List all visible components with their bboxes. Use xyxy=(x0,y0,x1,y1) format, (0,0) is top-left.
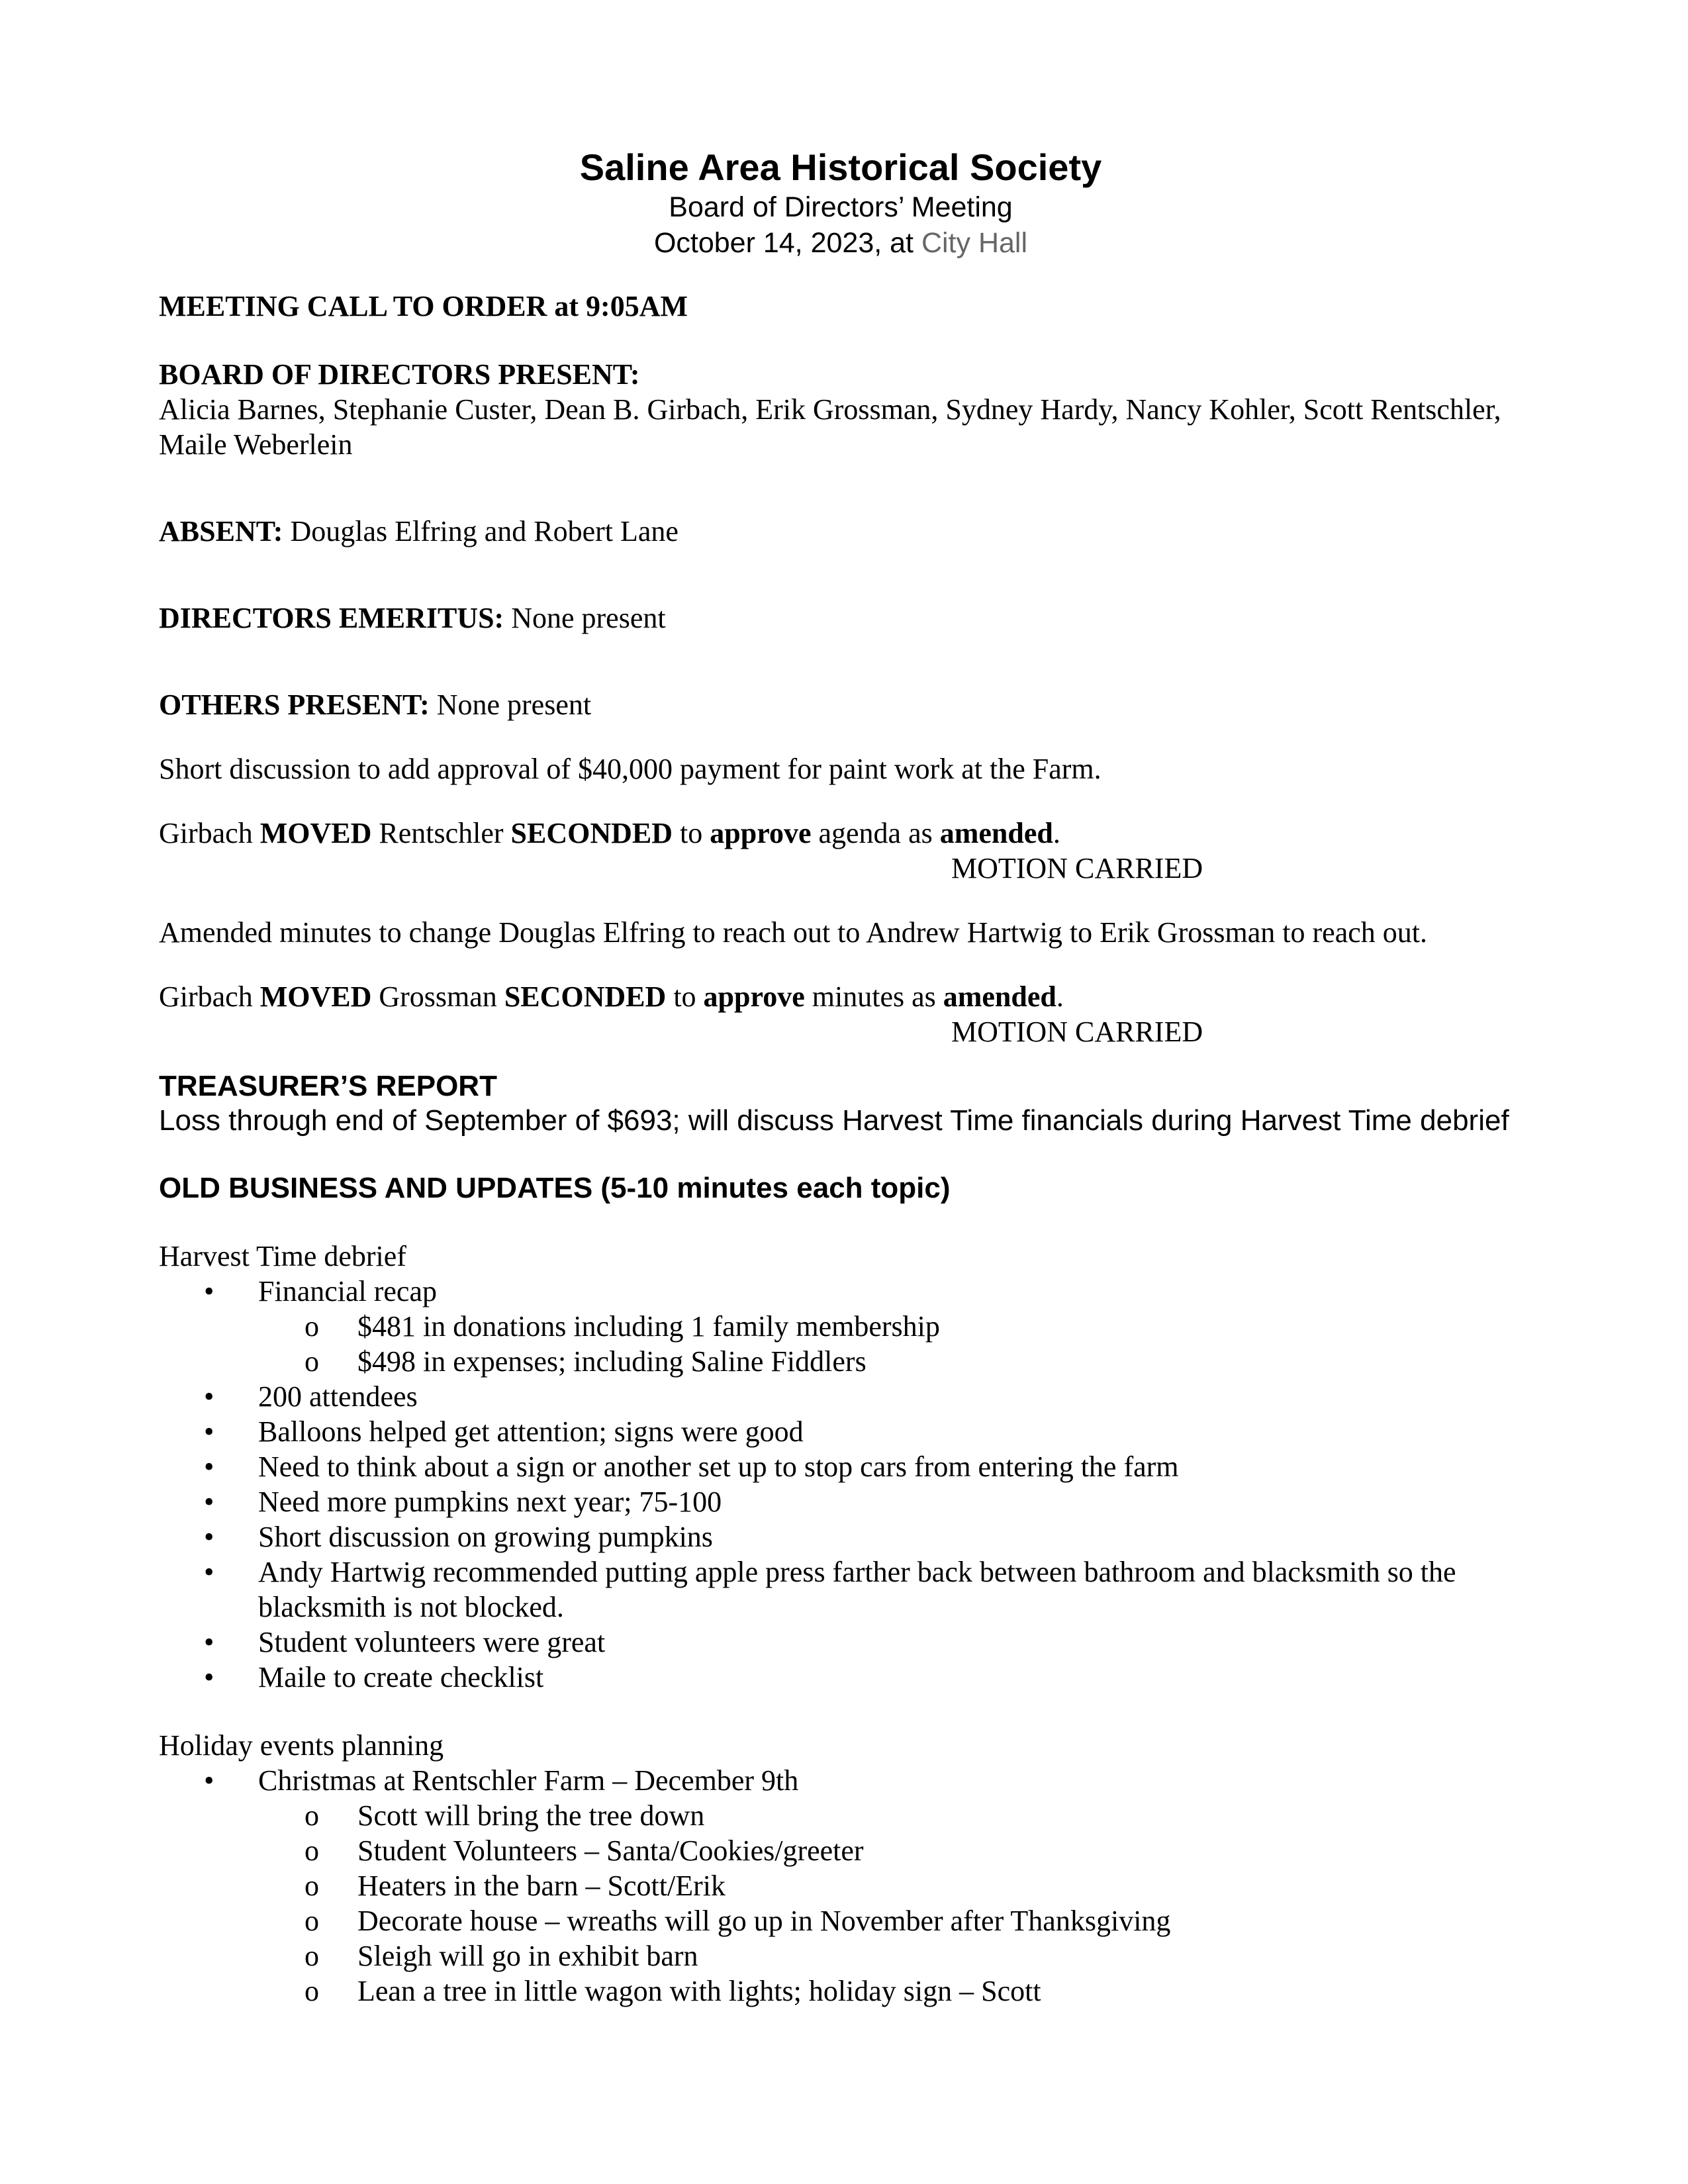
sub-bullet-icon: o xyxy=(305,1345,319,1378)
board-present-label: BOARD OF DIRECTORS PRESENT: xyxy=(159,358,640,391)
sub-bullet-icon: o xyxy=(305,1799,319,1832)
list-item: • Christmas at Rentschler Farm – December 9th o Scott will bring the tree down o Student Volunteers – Santa/Cookies/greeter o Heaters in the barn – Scott/Erik o Decorate house – wreaths will go up in November after Thanksgiving o Sleigh will go in exhibit barn o Lean a tree in little wagon with lights; holiday sign – Scott xyxy=(159,1763,1523,2009)
others-present-text: None present xyxy=(429,688,592,721)
sub-list-item: o Decorate house – wreaths will go up in November after Thanksgiving xyxy=(305,1905,1171,1937)
list-item: • Andy Hartwig recommended putting apple press farther back between bathroom and blacksmith so the blacksmith is not blocked. xyxy=(204,1556,1456,1623)
bullet-icon: • xyxy=(204,1415,214,1448)
list-item: • Need more pumpkins next year; 75-100 xyxy=(204,1486,722,1518)
document-title: Saline Area Historical Society xyxy=(579,146,1102,188)
meeting-date: October 14, 2023, at xyxy=(653,227,921,259)
minutes-page xyxy=(159,146,1523,2009)
motion-agenda xyxy=(159,816,1523,886)
treasurer-text: Loss through end of September of $693; will discuss Harvest Time financials during Harvest Time debrief xyxy=(159,1104,1509,1137)
meeting-date-line xyxy=(159,225,1523,261)
sub-list-item: o $481 in donations including 1 family membership xyxy=(305,1310,940,1343)
sub-bullet-icon: o xyxy=(305,1834,319,1867)
directors-emeritus-line xyxy=(159,600,1523,636)
sub-list xyxy=(258,1309,1523,1379)
sub-list-item: o Heaters in the barn – Scott/Erik xyxy=(305,1870,726,1902)
motion-minutes-text: Girbach MOVED Grossman SECONDED to approve minutes as amended. xyxy=(159,980,1064,1013)
directors-emeritus-text: None present xyxy=(504,602,666,634)
sub-list-item: o Sleigh will go in exhibit barn xyxy=(305,1940,698,1972)
call-to-order: MEETING CALL TO ORDER at 9:05AM xyxy=(159,290,688,322)
sub-bullet-icon: o xyxy=(305,1940,319,1972)
holiday-title: Holiday events planning xyxy=(159,1729,444,1762)
others-present-line xyxy=(159,687,1523,722)
bullet-icon: • xyxy=(204,1764,214,1797)
sub-list-item: o $498 in expenses; including Saline Fiddlers xyxy=(305,1345,867,1378)
absent-names: Douglas Elfring and Robert Lane xyxy=(283,515,679,547)
meeting-venue: City Hall xyxy=(921,227,1028,259)
harvest-title: Harvest Time debrief xyxy=(159,1240,406,1272)
absent-label: ABSENT: xyxy=(159,515,283,547)
list-item: • Student volunteers were great xyxy=(204,1626,606,1658)
document-header xyxy=(159,146,1523,261)
absent-line xyxy=(159,514,1523,549)
bullet-icon: • xyxy=(204,1450,214,1483)
list-item: • Financial recap o $481 in donations including 1 family membership o $498 in expenses; including Saline Fiddlers xyxy=(159,1274,1523,1379)
motion-minutes xyxy=(159,979,1523,1049)
harvest-list xyxy=(159,1274,1523,1695)
board-present-section xyxy=(159,357,1523,462)
sub-list-item: o Scott will bring the tree down xyxy=(305,1799,705,1832)
directors-emeritus-label: DIRECTORS EMERITUS: xyxy=(159,602,504,634)
list-item: • Need to think about a sign or another set up to stop cars from entering the farm xyxy=(204,1450,1179,1483)
bullet-icon: • xyxy=(204,1486,214,1518)
sub-bullet-icon: o xyxy=(305,1870,319,1902)
holiday-list xyxy=(159,1763,1523,2009)
list-item: • Balloons helped get attention; signs were good xyxy=(204,1415,804,1448)
sub-bullet-icon: o xyxy=(305,1905,319,1937)
bullet-icon: • xyxy=(204,1380,214,1413)
list-item: • 200 attendees xyxy=(204,1380,418,1413)
bullet-icon: • xyxy=(204,1626,214,1658)
others-present-label: OTHERS PRESENT: xyxy=(159,688,430,721)
sub-list xyxy=(258,1798,1523,2009)
treasurer-title: TREASURER’S REPORT xyxy=(159,1070,497,1102)
sub-list-item: o Student Volunteers – Santa/Cookies/greeter xyxy=(305,1834,864,1867)
sub-bullet-icon: o xyxy=(305,1310,319,1343)
bullet-icon: • xyxy=(204,1275,214,1307)
bullet-icon: • xyxy=(204,1661,214,1693)
board-present-names: Alicia Barnes, Stephanie Custer, Dean B. Girbach, Erik Grossman, Sydney Hardy, Nancy Kohler, Scott Rentschler, Maile Weberlein xyxy=(159,393,1501,461)
agenda-discussion: Short discussion to add approval of $40,000 payment for paint work at the Farm. xyxy=(159,753,1102,785)
amended-minutes-note: Amended minutes to change Douglas Elfring to reach out to Andrew Hartwig to Erik Grossman to reach out. xyxy=(159,916,1427,949)
old-business-title: OLD BUSINESS AND UPDATES (5-10 minutes each topic) xyxy=(159,1172,951,1204)
sub-list-item: o Lean a tree in little wagon with lights; holiday sign – Scott xyxy=(305,1975,1041,2007)
meeting-subtitle: Board of Directors’ Meeting xyxy=(669,191,1013,223)
bullet-icon: • xyxy=(204,1521,214,1553)
treasurer-section xyxy=(159,1069,1523,1138)
list-item: • Maile to create checklist xyxy=(204,1661,544,1693)
list-item: • Short discussion on growing pumpkins xyxy=(204,1521,713,1553)
sub-bullet-icon: o xyxy=(305,1975,319,2007)
motion-agenda-result: MOTION CARRIED xyxy=(951,852,1203,884)
motion-agenda-text: Girbach MOVED Rentschler SECONDED to approve agenda as amended. xyxy=(159,817,1060,849)
harvest-section xyxy=(159,1239,1523,1695)
bullet-icon: • xyxy=(204,1556,214,1588)
motion-minutes-result: MOTION CARRIED xyxy=(951,1016,1203,1048)
holiday-section xyxy=(159,1728,1523,2009)
